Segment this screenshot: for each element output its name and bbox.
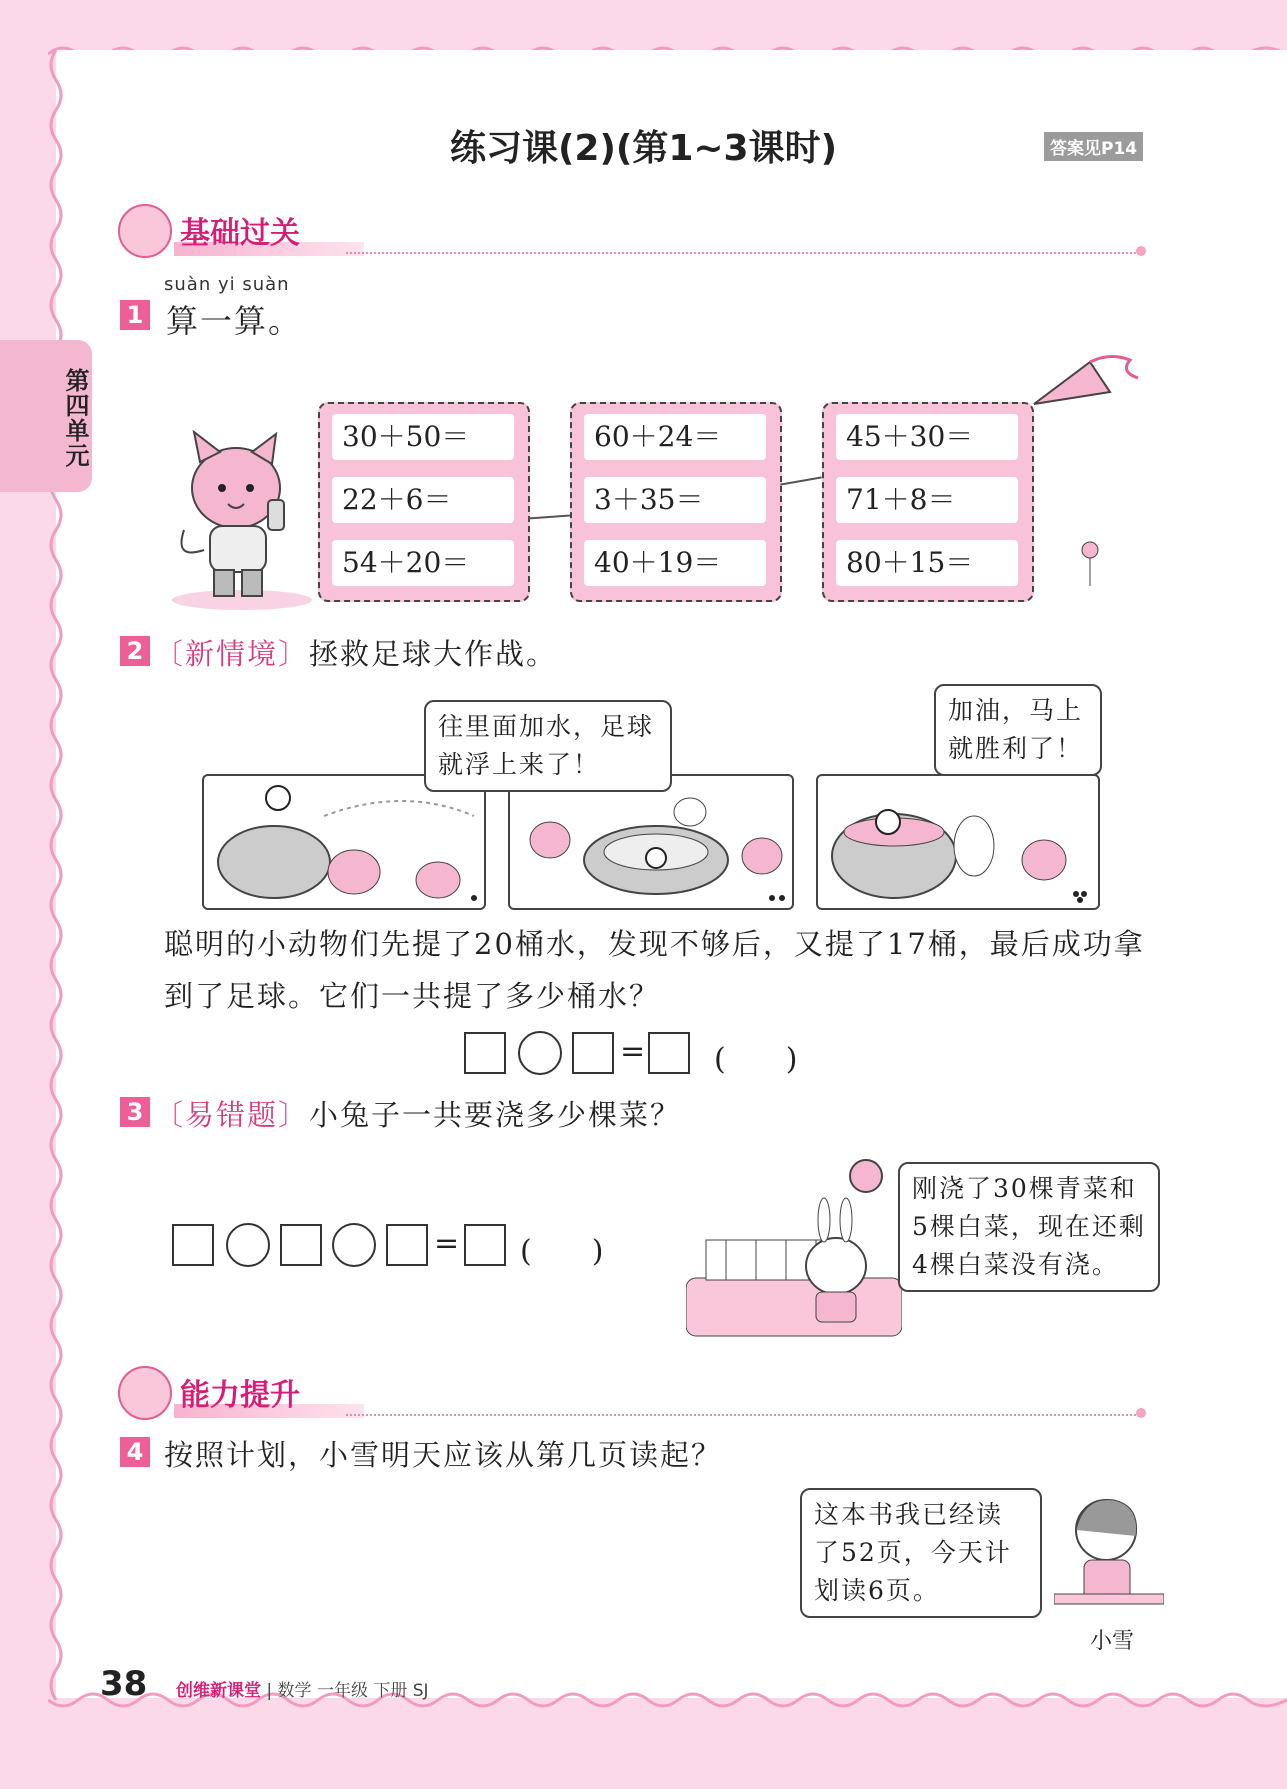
question-text [154, 1093, 681, 1134]
equals-sign: = [434, 1226, 460, 1261]
question-text [154, 632, 557, 673]
page-number: 38 [100, 1664, 148, 1704]
question-number: 2 [120, 636, 150, 666]
question-text: 算一算。 [166, 302, 303, 340]
flower-icon [1060, 530, 1120, 590]
page-title: 练习课(2)(第1~3课时) [449, 128, 838, 169]
footer-brand: 创维新课堂 [176, 1681, 261, 1701]
answer-reference: 答案见P14 [1044, 132, 1143, 161]
character-name: 小雪 [1090, 1629, 1135, 1654]
scene-panel-1 [202, 774, 486, 910]
calc-item[interactable]: 80＋15＝ [836, 540, 1018, 586]
scene-1-illustration [204, 776, 484, 908]
speech-bubble: 这本书我已经读了52页，今天计划读6页。 [800, 1488, 1042, 1618]
speech-bubble: 往里面加水，足球就浮上来了！ [424, 700, 672, 792]
question-number: 1 [120, 300, 150, 330]
dotted-divider [346, 252, 1136, 254]
unit-tab-label: 第四单元 [61, 368, 89, 468]
dotted-divider [346, 1414, 1136, 1416]
cat-illustration [164, 430, 314, 610]
calc-item[interactable]: 3＋35＝ [584, 477, 766, 523]
answer-box[interactable] [386, 1224, 428, 1266]
calc-group-3 [822, 402, 1034, 602]
operator-circle[interactable] [332, 1223, 376, 1267]
unit-tab [0, 340, 92, 492]
section-title: 基础过关 [180, 216, 300, 251]
calc-item[interactable]: 45＋30＝ [836, 414, 1018, 460]
rabbit-garden-illustration [686, 1150, 902, 1344]
divider-end-dot [1136, 1408, 1146, 1418]
section-header-basic [118, 202, 1158, 258]
wavy-border-left [44, 50, 68, 1700]
footer-info [176, 1676, 429, 1701]
pinyin: suàn yi suàn [164, 274, 290, 295]
problem-paragraph: 聪明的小动物们先提了20桶水，发现不够后，又提了17桶，最后成功拿到了足球。它们一共提了多少桶水？ [164, 927, 1145, 1013]
question-number: 3 [120, 1097, 150, 1127]
answer-box[interactable] [648, 1032, 690, 1074]
operator-circle[interactable] [518, 1031, 562, 1075]
calc-item[interactable]: 40＋19＝ [584, 540, 766, 586]
unit-blank[interactable]: ( ) [520, 1234, 604, 1269]
calc-item[interactable]: 30＋50＝ [332, 414, 514, 460]
footer-details: | 数学 一年级 下册 SJ [266, 1681, 429, 1701]
divider-end-dot [1136, 246, 1146, 256]
answer-box[interactable] [280, 1224, 322, 1266]
unit-blank[interactable]: ( ) [714, 1042, 798, 1077]
question-text: 按照计划，小雪明天应该从第几页读起？ [164, 1438, 723, 1472]
scene-panel-3 [816, 774, 1100, 910]
speech-bubble: 刚浇了30棵青菜和5棵白菜，现在还剩4棵白菜没有浇。 [898, 1162, 1160, 1292]
answer-box[interactable] [464, 1032, 506, 1074]
equals-sign: = [620, 1034, 646, 1069]
mascot-icon [118, 1366, 172, 1420]
calc-item[interactable]: 60＋24＝ [584, 414, 766, 460]
question-title: 拯救足球大作战。 [309, 637, 558, 671]
calc-group-1 [318, 402, 530, 602]
question-title: 小兔子一共要浇多少棵菜？ [309, 1098, 682, 1132]
scene-3-illustration [818, 776, 1098, 908]
girl-illustration [1054, 1490, 1164, 1620]
calc-item[interactable]: 54＋20＝ [332, 540, 514, 586]
calc-item[interactable]: 71＋8＝ [836, 477, 1018, 523]
question-tag: 〔新情境〕 [154, 637, 310, 671]
mascot-icon [118, 204, 172, 258]
scene-panel-2 [508, 774, 794, 910]
calc-group-2 [570, 402, 782, 602]
section-header-advanced [118, 1364, 1158, 1420]
answer-box[interactable] [172, 1224, 214, 1266]
answer-box[interactable] [464, 1224, 506, 1266]
speech-bubble: 加油，马上就胜利了！ [934, 684, 1102, 776]
section-title: 能力提升 [180, 1378, 300, 1413]
kite-icon [1030, 352, 1140, 412]
scene-2-illustration [510, 776, 792, 908]
answer-box[interactable] [572, 1032, 614, 1074]
calc-item[interactable]: 22＋6＝ [332, 477, 514, 523]
question-tag: 〔易错题〕 [154, 1098, 310, 1132]
operator-circle[interactable] [226, 1223, 270, 1267]
question-number: 4 [120, 1437, 150, 1467]
